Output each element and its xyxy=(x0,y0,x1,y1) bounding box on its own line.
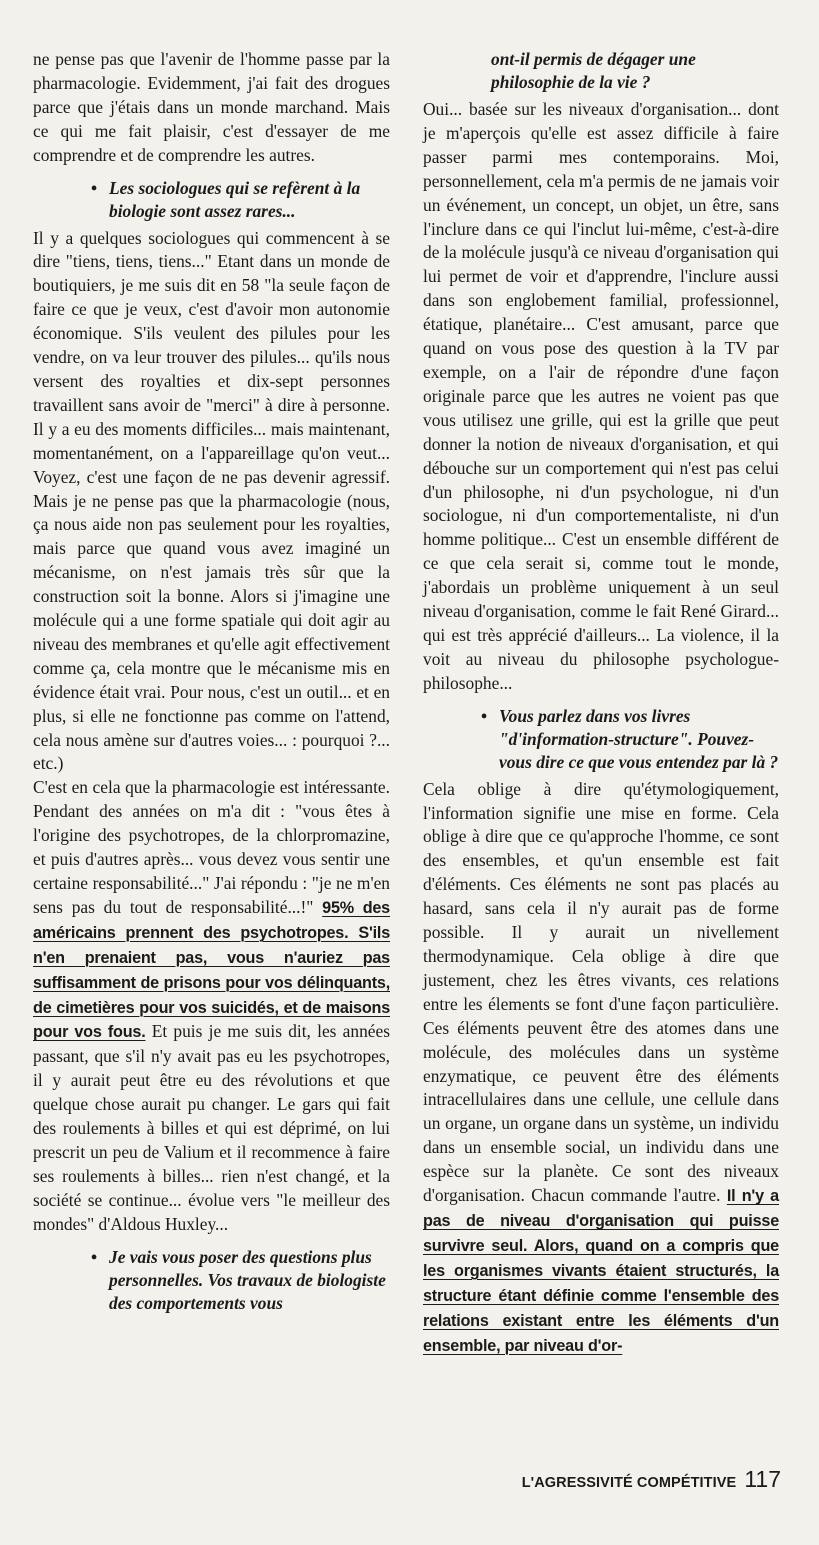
left-column xyxy=(33,48,390,1319)
paragraph-text: C'est en cela que la pharmacologie est intéressante. Pendant des années on m'a dit : "vous êtes à l'origine des psychotropes, de la chlorpromazine, et puis d'autres après... vous devez vous sentir une certaine responsabilité..." J'ai répondu : "je ne m'en sens pas du tout de responsabilité...!" xyxy=(33,777,390,917)
question-text: Les sociologues qui se refèrent à la biologie sont assez rares... xyxy=(109,177,361,221)
question-text: Je vais vous poser des questions plus personnelles. Vos travaux de biologiste des comportements vous xyxy=(109,1246,386,1313)
running-head: L'AGRESSIVITÉ COMPÉTITIVE xyxy=(521,1475,737,1491)
interview-question xyxy=(33,1246,390,1315)
bullet-icon: • xyxy=(91,1246,98,1267)
interview-question xyxy=(33,177,390,223)
interview-question xyxy=(423,705,779,774)
paragraph xyxy=(423,778,779,1359)
question-text: ont-il permis de dégager une philosophie de la vie ? xyxy=(491,49,696,92)
right-column xyxy=(423,48,779,1358)
question-text: Vous parlez dans vos livres "d'information-structure". Pouvez-vous dire ce que vous entendez par là ? xyxy=(499,705,779,772)
page-number: 117 xyxy=(744,1466,781,1492)
paragraph-text: Et puis je me suis dit, les années passant, que s'il n'y avait pas eu les psychotropes, il y aurait peut être eu des révolutions et que quelque chose aurait pu changer. Le gars qui fait des roulements à billes et qui est déprimé, on lui prescrit un peu de Valium et il recommence à faire ses roulements à billes... rien n'est changé, et la société se continue... évolue vers "le meilleur des mondes" d'Aldous Huxley... xyxy=(33,1021,391,1234)
bullet-icon: • xyxy=(481,705,488,726)
paragraph: ne pense pas que l'avenir de l'homme passe par la pharmacologie. Evidemment, j'ai fait des drogues parce que j'étais dans un monde marchand. Mais ce qui me fait plaisir, c'est d'essayer de me comprendre et de comprendre les autres. xyxy=(33,49,390,165)
paragraph: Oui... basée sur les niveaux d'organisation... dont je m'aperçois qu'elle est assez difficile à faire passer parmi mes contemporains. Moi, personnellement, cela m'a permis de ne jamais voir un événement, un concept, un objet, un être, sans l'inclure dans ce qui l'inclut lui-même, c'est-à-dire de la molécule jusqu'à ce niveau d'organisation qui lui permet de voir et d'apprendre, l'inclure aussi dans son englobement familial, professionnel, étatique, planétaire... C'est amusant, parce que quand on vous pose des question à la TV par exemple, on a l'air de répondre d'une façon originale parce que les autres ne voient pas que vous utilisez une grille, qui est la grille que peut donner la notion de niveaux d'organisation, et qui débouche sur un comportement qui n'est pas celui d'un philosophe, ni d'un psychologue, ni d'un sociologue, ni d'un comportementaliste, ni d'un homme politique... C'est un ensemble différent de ce que cela serait si, comme tout le monde, j'abordais un problème uniquement à un seul niveau d'organisation, comme le fait René Girard... qui est très apprécié d'ailleurs... La violence, il la voit au niveau du philosophe psychologue-philosophe... xyxy=(423,99,779,693)
paragraph: Il y a quelques sociologues qui commencent à se dire "tiens, tiens, tiens..." Etant dans un monde de boutiquiers, je me suis dit en 58 "la seule façon de faire ce que je veux, c'est d'avoir mon autonomie économique. S'ils veulent des pilules pour les vendre, on va leur trouver des pilules... qu'ils nous versent des royalties et dix-sept personnes travaillent sans avoir de "merci" à dire à personne. Il y a eu des moments difficiles... mais maintenant, momentanément, on a l'appareillage qu'on veut... Voyez, c'est une façon de ne pas devenir agressif. Mais je ne pense pas que la pharmacologie (nous, ça nous aide non pas seulement pour les royalties, mais parce que quand vous avez imaginé un mécanisme, on n'est jamais très sûr que la construction soit la bonne. Alors si j'imagine une molécule qui a une forme spatiale qui doit agir au niveau des membranes et qu'elle agit effectivement comme ça, cela montre que le mécanisme mis en évidence était vrai. Pour nous, c'est un outil... et en plus, si elle ne fonctionne pas comme on l'attend, cela nous amène sur d'autres voies... : pourquoi ?... etc.) xyxy=(33,227,390,774)
bullet-icon: • xyxy=(91,177,98,198)
page-footer xyxy=(506,1466,781,1493)
paragraph-text: Cela oblige à dire qu'étymologiquement, l'information signifie une mise en forme. Cela oblige à dire que ce qu'approche l'homme, ce sont des ensembles, et qu'un ensemble est fait d'éléments. Ces éléments ne sont pas placés au hasard, sans cela il n'y aurait pas de forme possible. Il y aurait un nivellement thermodynamique. Cela oblige à dire que justement, chez les êtres vivants, ces relations entre les élements se font d'une façon particulière. Ces éléments peuvent être des atomes dans une molécule, des molécules dans un système enzymatique, ce peuvent être des éléments intracellulaires dans une cellule, une cellule dans un organe, un organe dans un système, un individu dans un ensemble social, un individu dans une espèce sur la planète. Ce sont des niveaux d'organisation. Chacun commande l'autre. xyxy=(423,778,779,1206)
paragraph xyxy=(33,776,390,1236)
underlined-passage: Il n'y a pas de niveau d'organisation qui puisse survivre seul. Alors, quand on a compris que les organismes vivants étaient structurés, la structure étant définie comme l'ensemble des relations existant entre les éléments d'un ensemble, par niveau d'or- xyxy=(423,1187,779,1355)
underlined-passage: 95% des américains prennent des psychotropes. S'ils n'en prenaient pas, vous n'auriez pas suffisamment de prisons pour vos délinquants, de cimetières pour vos suicidés, et de maisons pour vos fous. xyxy=(33,898,390,1042)
interview-question-continued xyxy=(423,48,779,94)
